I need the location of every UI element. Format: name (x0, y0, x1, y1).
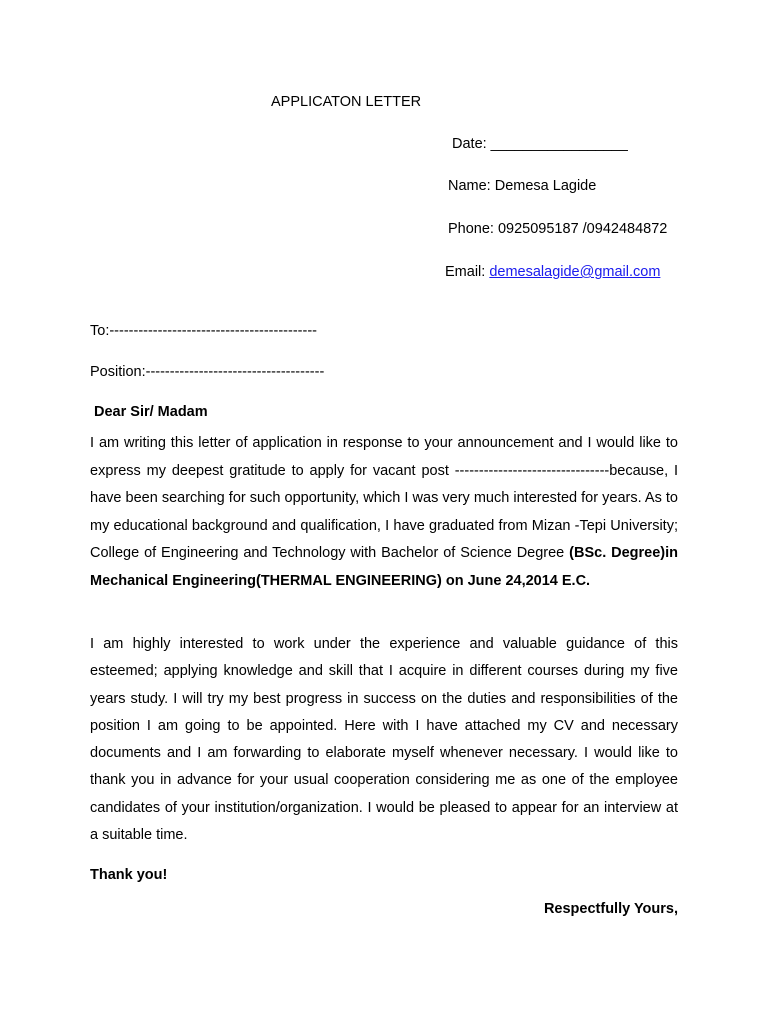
email-link[interactable]: demesalagide@gmail.com (489, 264, 661, 280)
email-label: Email: (445, 264, 490, 280)
sender-name: Name: Demesa Lagide (448, 178, 597, 194)
date-field: Date: _________________ (452, 136, 628, 152)
sender-phone: Phone: 0925095187 /0942484872 (448, 221, 668, 237)
recipient-to-line: To:------------------------------------------- (90, 323, 317, 339)
sender-email-line (445, 264, 660, 280)
paragraph-1-degree: (BSc. Degree)in Mechanical Engineering(THERMAL ENGINEERING) on June 24,2014 E.C. (90, 545, 678, 589)
paragraph-1-text: I am writing this letter of application in response to your announcement and I would like to express my deepest gratitude to apply for vacant post --------------------------------because, I have been searching for such opportunity, which I was very much interested for years. As to my educational background and qualification, I have graduated from Mizan -Tepi University; College of Engineering and Technology with Bachelor of Science Degree (90, 435, 678, 561)
salutation: Dear Sir/ Madam (94, 404, 208, 420)
thank-you: Thank you! (90, 867, 168, 883)
body-paragraph-1 (90, 430, 678, 595)
closing: Respectfully Yours, (543, 901, 678, 917)
body-paragraph-2: I am highly interested to work under the experience and valuable guidance of this esteemed; applying knowledge and skill that I acquire in different courses during my five years study. I will try my best progress in success on the duties and responsibilities of the position I am going to be appointed. Here with I have attached my CV and necessary documents and I am forwarding to elaborate myself whenever necessary. I would like to thank you in advance for your usual cooperation considering me as one of the employee candidates of your institution/organization. I would be pleased to appear for an interview at a suitable time. (90, 636, 678, 844)
position-line: Position:------------------------------------- (90, 364, 325, 380)
letter-title: APPLICATON LETTER (271, 94, 422, 110)
